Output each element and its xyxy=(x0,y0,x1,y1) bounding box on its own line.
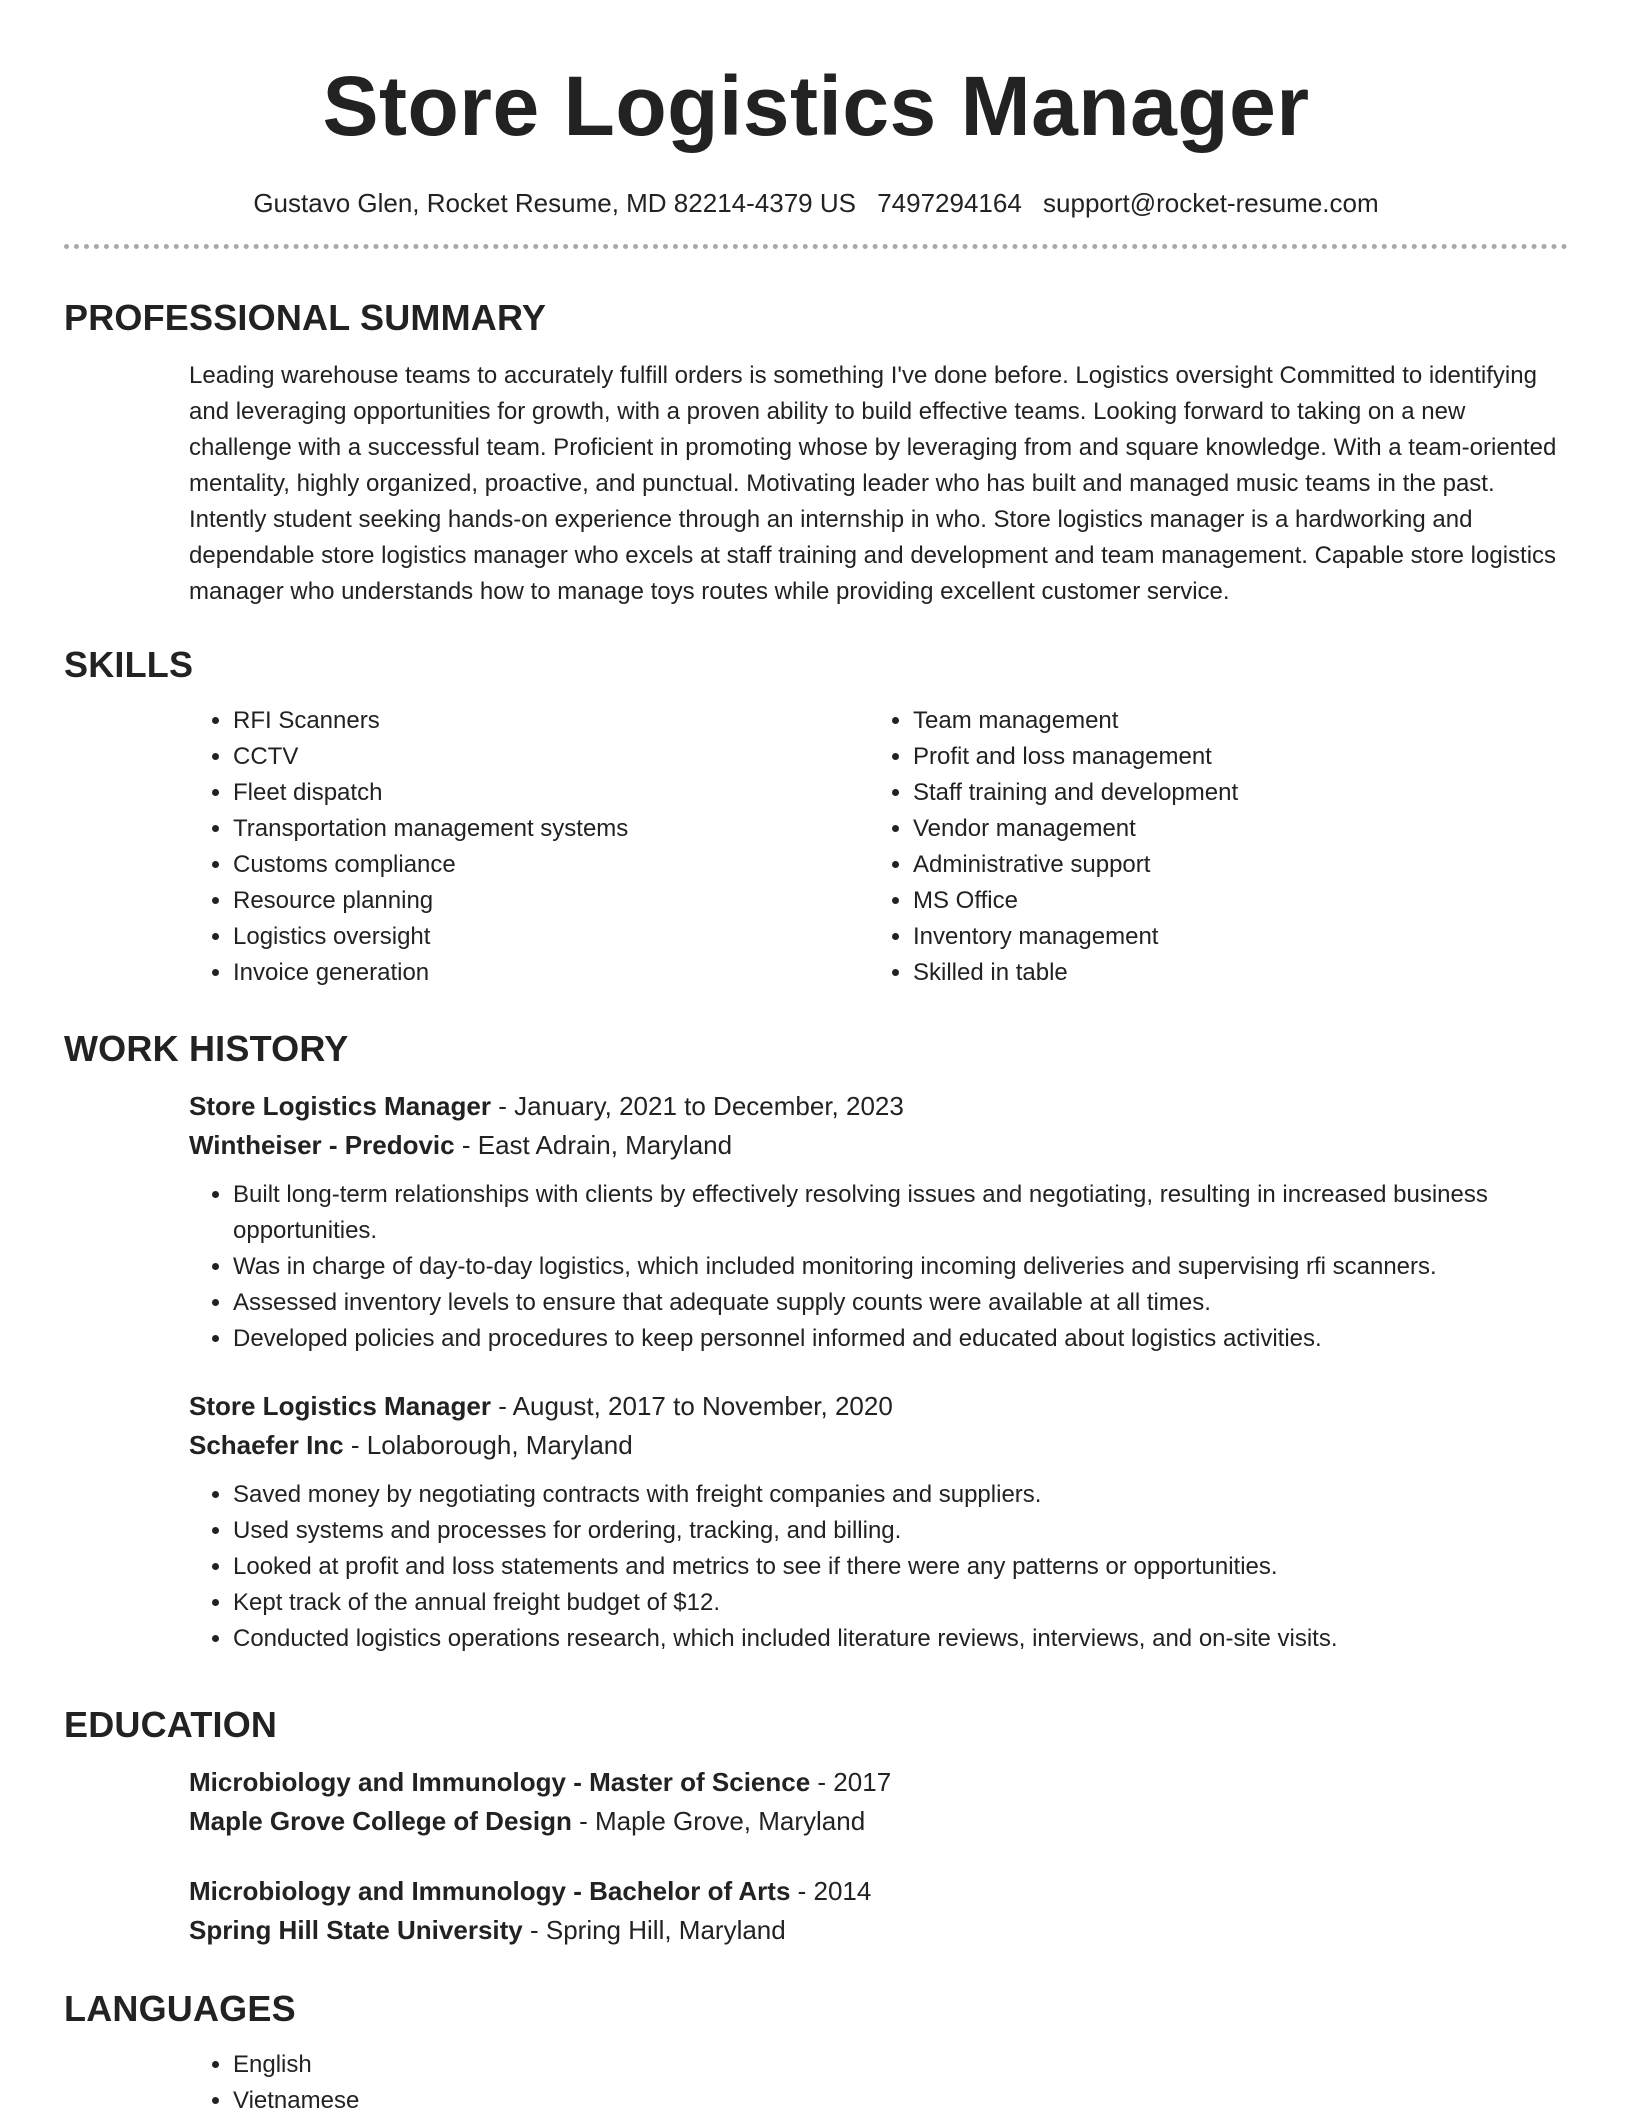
skills-grid xyxy=(189,703,1568,991)
skill-item: • Transportation management systems xyxy=(233,811,869,847)
summary-text: Leading warehouse teams to accurately fulfill orders is something I've done before. Logistics oversight Committed to identifying and leveraging opportunities for growth, with a proven ability to build effective teams. Looking forward to taking on a new challenge with a successful team. Proficient in promoting whose by leveraging from and square knowledge. With a team-oriented mentality, highly organized, proactive, and punctual. Motivating leader who has built and managed music teams in the past. Intently student seeking hands-on experience through an internship in who. Store logistics manager is a hardworking and dependable store logistics manager who excels at staff training and development and team management. Capable store logistics manager who understands how to manage toys routes while providing excellent customer service. xyxy=(189,362,1557,605)
skill-item: • Resource planning xyxy=(233,883,869,919)
language-item: • Vietnamese xyxy=(233,2083,1568,2119)
skill-item: • Team management xyxy=(913,703,1549,739)
section-languages xyxy=(64,1987,1568,2119)
job-bullet: • Kept track of the annual freight budget of $12. xyxy=(233,1585,1568,1621)
skill-item: • CCTV xyxy=(233,739,869,775)
skills-column-right xyxy=(869,703,1549,991)
job-bullet: • Saved money by negotiating contracts with freight companies and suppliers. xyxy=(233,1477,1568,1513)
job-bullet: • Built long-term relationships with clients by effectively resolving issues and negotiating, resulting in increased business opportunities. xyxy=(233,1177,1568,1249)
resume-header xyxy=(64,0,1568,249)
skill-item: • Staff training and development xyxy=(913,775,1549,811)
skill-item: • Inventory management xyxy=(913,919,1549,955)
contact-address: Gustavo Glen, Rocket Resume, MD 82214-4379 US xyxy=(253,188,856,218)
job-bullet: • Was in charge of day-to-day logistics, which included monitoring incoming deliveries and supervising rfi scanners. xyxy=(233,1249,1568,1285)
job-dates: - January, 2021 to December, 2023 xyxy=(490,1091,904,1121)
section-title-work: WORK HISTORY xyxy=(64,1028,349,1069)
skill-item: • MS Office xyxy=(913,883,1549,919)
section-education xyxy=(64,1703,1568,1950)
job-role: Store Logistics Manager xyxy=(189,1091,491,1121)
skill-item: • Fleet dispatch xyxy=(233,775,869,811)
education-degree-line xyxy=(189,1763,1568,1802)
job-bullet: • Assessed inventory levels to ensure that adequate supply counts were available at all times. xyxy=(233,1285,1568,1321)
job-entry xyxy=(189,1387,1568,1657)
education-year: - 2014 xyxy=(790,1876,872,1906)
education-degree: Microbiology and Immunology - Master of Science xyxy=(189,1767,811,1797)
job-entry xyxy=(189,1087,1568,1357)
education-school-line xyxy=(189,1802,1568,1841)
language-item: • English xyxy=(233,2047,1568,2083)
job-location: - Lolaborough, Maryland xyxy=(343,1430,633,1460)
job-title-line xyxy=(189,1387,1568,1426)
skill-item: • Invoice generation xyxy=(233,955,869,991)
job-bullet: • Developed policies and procedures to keep personnel informed and educated about logistics activities. xyxy=(233,1321,1568,1357)
skill-item: • Administrative support xyxy=(913,847,1549,883)
skill-item: • Customs compliance xyxy=(233,847,869,883)
job-bullet: • Looked at profit and loss statements and metrics to see if there were any patterns or opportunities. xyxy=(233,1549,1568,1585)
job-company-line xyxy=(189,1126,1568,1165)
candidate-title: Store Logistics Manager xyxy=(322,59,1310,153)
job-role: Store Logistics Manager xyxy=(189,1391,491,1421)
job-bullet: • Used systems and processes for ordering, tracking, and billing. xyxy=(233,1513,1568,1549)
education-location: - Maple Grove, Maryland xyxy=(571,1806,866,1836)
education-location: - Spring Hill, Maryland xyxy=(522,1915,786,1945)
education-degree: Microbiology and Immunology - Bachelor of Arts xyxy=(189,1876,791,1906)
job-title-line xyxy=(189,1087,1568,1126)
education-school: Spring Hill State University xyxy=(189,1915,523,1945)
skill-item: • Logistics oversight xyxy=(233,919,869,955)
education-year: - 2017 xyxy=(810,1767,892,1797)
job-location: - East Adrain, Maryland xyxy=(454,1130,733,1160)
skill-item: • Profit and loss management xyxy=(913,739,1549,775)
section-title-languages: LANGUAGES xyxy=(64,1988,296,2029)
education-entry xyxy=(189,1872,1568,1950)
section-skills xyxy=(64,643,1568,991)
education-entry xyxy=(189,1763,1568,1841)
education-school: Maple Grove College of Design xyxy=(189,1806,572,1836)
section-title-skills: SKILLS xyxy=(64,644,194,685)
job-company: Schaefer Inc xyxy=(189,1430,344,1460)
skills-column-left xyxy=(189,703,869,991)
skill-item: • RFI Scanners xyxy=(233,703,869,739)
education-degree-line xyxy=(189,1872,1568,1911)
job-company-line xyxy=(189,1426,1568,1465)
skill-item: • Skilled in table xyxy=(913,955,1549,991)
job-company: Wintheiser - Predovic xyxy=(189,1130,455,1160)
job-dates: - August, 2017 to November, 2020 xyxy=(490,1391,893,1421)
contact-phone: 7497294164 xyxy=(877,188,1022,218)
section-title-education: EDUCATION xyxy=(64,1704,278,1745)
contact-email: support@rocket-resume.com xyxy=(1043,188,1379,218)
section-summary xyxy=(64,296,1568,610)
contact-line xyxy=(64,186,1568,220)
section-work-history xyxy=(64,1027,1568,1657)
job-bullet: • Conducted logistics operations research, which included literature reviews, interviews, and on-site visits. xyxy=(233,1621,1568,1657)
education-school-line xyxy=(189,1911,1568,1950)
header-divider xyxy=(64,244,1568,249)
skill-item: • Vendor management xyxy=(913,811,1549,847)
section-title-summary: PROFESSIONAL SUMMARY xyxy=(64,297,547,338)
